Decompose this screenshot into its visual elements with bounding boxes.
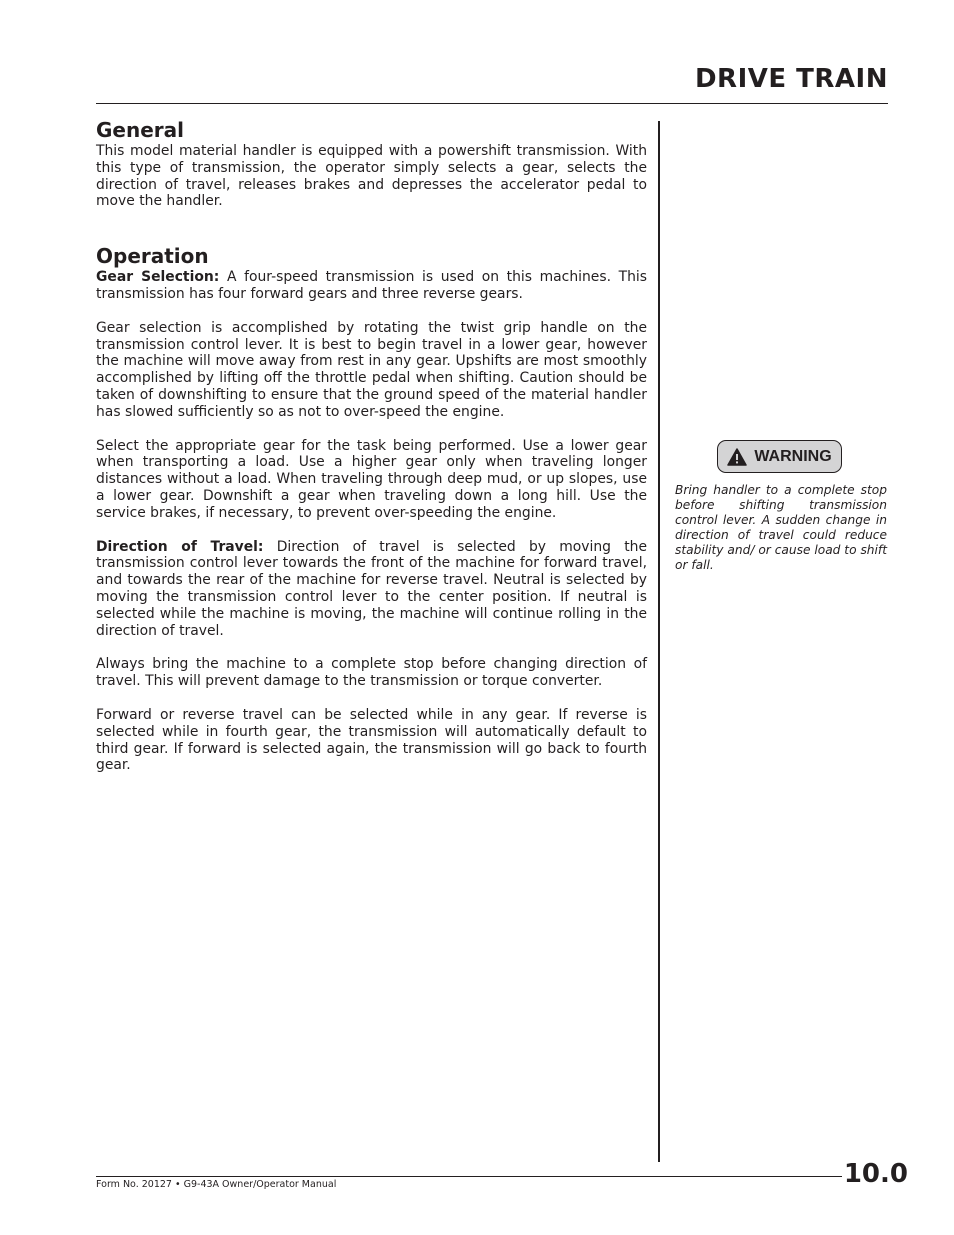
gear-selection-paragraph (96, 269, 647, 303)
title-divider (96, 103, 888, 104)
forward-reverse-paragraph: Forward or reverse travel can be selected while in any gear. If reverse is selected while in fourth gear, the transmission will automatically default to third gear. If forward is selected again, the transmission will go back to fourth gear. (96, 706, 647, 774)
footer-divider (96, 1176, 842, 1177)
direction-of-travel-text: Direction of travel is selected by moving the transmission control lever towards the front of the machine for forward travel, and towards the rear of the machine for reverse travel. Neutral is selected by moving the transmission control lever to the center position. If neutral is selected while the machine is moving, the machine will continue rolling in the direction of travel. (96, 538, 647, 639)
operation-heading: Operation (96, 244, 209, 269)
complete-stop-paragraph: Always bring the machine to a complete stop before changing direction of travel. This will prevent damage to the transmission or torque converter. (96, 656, 647, 690)
general-heading: General (96, 118, 184, 142)
gear-selection-text: A four-speed transmission is used on this machines. This transmission has four forward gears and three reverse gears. (96, 269, 647, 302)
gear-selection-label: Gear Selection: (96, 269, 220, 286)
warning-text: Bring handler to a complete stop before shifting transmission control lever. A sudden change in direction of travel could reduce stability and/ or cause load to shift or fall. (675, 483, 887, 572)
page-number: 10.0 (843, 1159, 908, 1189)
column-divider (658, 121, 660, 1162)
page-title: DRIVE TRAIN (694, 64, 888, 94)
footer-form-number: Form No. 20127 • G9-43A Owner/Operator Manual (96, 1179, 337, 1190)
direction-of-travel-label: Direction of Travel: (96, 538, 264, 555)
main-column (96, 118, 647, 774)
gear-choice-paragraph: Select the appropriate gear for the task being performed. Use a lower gear when transporting a load. Use a higher gear only when traveling longer distances without a load. When traveling through deep mud, or up slopes, use a lower gear. Downshift a gear when traveling down a long hill. Use the service brakes, if necessary, to prevent over-speeding the engine. (96, 437, 647, 521)
sidebar-column (675, 440, 887, 585)
warning-badge (717, 440, 842, 473)
direction-of-travel-paragraph (96, 539, 647, 640)
gear-selection-method-paragraph: Gear selection is accomplished by rotating the twist grip handle on the transmission control lever. It is best to begin travel in a lower gear, however the machine will move away from rest in any gear. Upshifts are most smoothly accomplished by lifting off the throttle pedal when shifting. Caution should be taken of downshifting to ensure that the ground speed of the material handler has slowed sufficiently so as not to over-speed the engine. (96, 319, 647, 420)
warning-triangle-icon (727, 448, 747, 466)
warning-label: WARNING (754, 447, 832, 465)
general-paragraph: This model material handler is equipped with a powershift transmission. With this type of transmission, the operator simply selects a gear, selects the direction of travel, releases brakes and depresses the accelerator pedal to move the handler. (96, 143, 647, 210)
